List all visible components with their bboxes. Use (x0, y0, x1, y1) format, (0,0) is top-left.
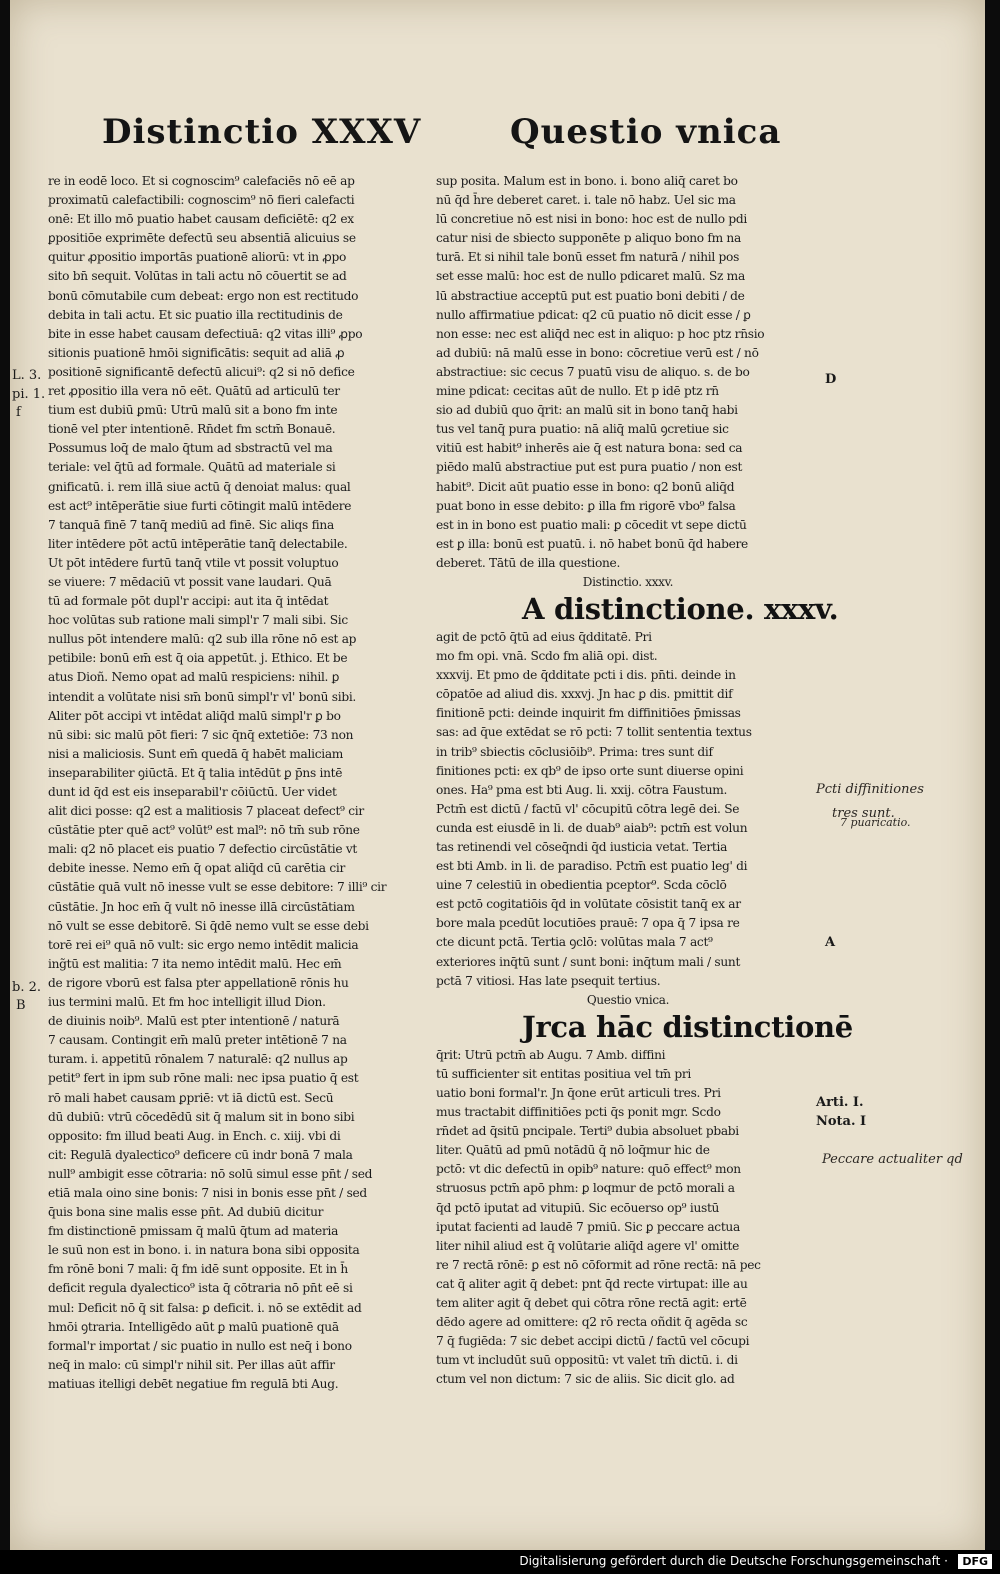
text-line: nō vult se esse debitorē. Si q̄dē nemo vult se esse debi (48, 918, 369, 933)
text-line: in trib⁹ sbiectis cōclusiōib⁹. Prima: tres sunt dif (436, 744, 713, 759)
margin-nota: Nota. I (816, 1114, 867, 1129)
text-line: ing̃tū est malitia: 7 ita nemo intēdit malū. Hec em̄ (48, 956, 342, 971)
text-line: cit: Regulā dyalectico⁹ deficere cū indr bonā 7 mala (48, 1147, 353, 1162)
text-line: dū dubiū: vtrū cōcedēdū sit q̄ malum sit in bono sibi (48, 1109, 355, 1124)
text-line: catur nisi de sbiecto supponēte p aliquo bono fm na (436, 231, 741, 246)
text-line: ꝑpositiōe exprimēte defectū seu absentiā alicuius se (48, 231, 356, 246)
text-line: quitur ꝓpositio importās puationē aliorū: vt in ꝓpo (48, 250, 347, 265)
left-column (48, 172, 430, 1394)
text-line: nū sibi: sic malū pōt fieri: 7 sic q̄nq̄ extetiōe: 73 non (48, 727, 354, 742)
text-line: ctum vel non dictum: 7 sic de aliis. Sic dicit glo. ad (436, 1372, 735, 1387)
text-line: null⁹ ambigit esse cōtraria: nō solū simul esse pn̄t / sed (48, 1166, 373, 1181)
text-line: deficit regula dyalectico⁹ ista q̄ cōtraria nō pn̄t eē si (48, 1281, 353, 1296)
text-line: vitiū est habit⁹ inherēs aie q̄ est natura bona: sed ca (436, 441, 743, 456)
margin-note-left-3: f (16, 405, 21, 420)
text-line: ius termini malū. Et fm hoc intelligit illud Dion. (48, 995, 326, 1010)
text-line: cōpatōe ad aliud dis. xxxvj. Jn hac ꝑ dis. pmittit dif (436, 687, 733, 702)
running-header (10, 112, 985, 172)
text-line: fm distinctionē pmissam q̄ malū q̄tum ad materia (48, 1224, 339, 1239)
text-line: finitiones pcti: ex qb⁹ de ipso orte sunt diuerse opini (436, 763, 744, 778)
text-line: re 7 rectā rōnē: ꝑ est nō cōformit ad rōne rectā: nā pec (436, 1257, 761, 1272)
margin-arti: Arti. I. (816, 1095, 864, 1110)
text-line: Pctm̄ est dictū / factū vl' cōcupitū cōtra legē dei. Se (436, 801, 740, 816)
text-line: sup posita. Malum est in bono. i. bono aliq̄ caret bo (436, 174, 738, 188)
text-line: torē rei ei⁹ quā nō vult: sic ergo nemo intēdit malicia (48, 937, 359, 952)
text-line: est pctō cogitatiōis q̄d in volūtate cōsistit tanq̄ ex ar (436, 897, 741, 912)
text-line: rn̄det ad q̄sitū pncipale. Terti⁹ dubia absoluet pbabi (436, 1124, 739, 1139)
text-line: q̄d pctō iputat ad vitupiū. Sic ecōuerso op⁹ iustū (436, 1200, 720, 1215)
margin-note-left-1: L. 3. (12, 368, 42, 383)
text-line: onē: Et illo mō puatio habet causam deficiētē: q2 ex (48, 212, 354, 227)
text-line: ret ꝓpositio illa vera nō eēt. Quātū ad articulū ter (48, 384, 340, 399)
text-line: lū abstractiue acceptū put est puatio boni debiti / de (436, 288, 745, 303)
margin-letter-d: D (825, 372, 837, 387)
text-line: dēdo agere ad omittere: q2 rō recta oñdit q̄ agēda sc (436, 1315, 748, 1330)
text-line: turā. Et si nihil tale bonū esset fm naturā / nihil pos (436, 250, 740, 265)
text-line: abstractiue: sic cecus 7 puatū visu de aliquo. s. de bo (436, 364, 750, 379)
text-line: re in eodē loco. Et si cognoscim⁹ calefaciēs nō eē ap (48, 174, 355, 188)
text-line: Possumus loq̄ de malo q̄tum ad sbstractū vel ma (48, 441, 333, 456)
text-line: iputat facienti ad laudē 7 pmiū. Sic ꝑ peccare actua (436, 1219, 740, 1234)
text-line: est bti Amb. in li. de paradiso. Pctm̄ est puatio leg' di (436, 859, 748, 874)
text-line: tū ad formale pōt dupl'r accipi: aut ita q̄ intēdat (48, 594, 329, 609)
handwritten-note-4: Peccare actualiter qd (822, 1152, 963, 1167)
distinctio-label: Distinctio. xxxv. (582, 574, 674, 589)
text-line: q̄uis bona sine malis esse pn̄t. Ad dubiū dicitur (48, 1205, 324, 1220)
text-line: cat q̄ aliter agit q̄ debet: pnt q̄d recte virtupat: ille au (436, 1276, 748, 1291)
text-line: cūstātie pter quē act⁹ volūt⁹ est mal⁹: nō tm̄ sub rōne (48, 823, 360, 838)
text-line: pctō: vt dic defectū in opib⁹ nature: quō effect⁹ mon (436, 1162, 741, 1177)
text-line: sito bn̄ sequit. Volūtas in tali actu nō cōuertit se ad (48, 269, 347, 284)
text-line: atus Dioñ. Nemo opat ad malū respiciens: nihil. ꝑ (48, 670, 340, 685)
footer-bar (0, 1550, 1000, 1574)
margin-letter-a: A (825, 935, 836, 950)
text-line: pctā 7 vitiosi. Has late psequit tertius. (436, 973, 661, 988)
text-line: liter. Quātū ad pmū notādū q̄ nō loq̄mur hic de (436, 1143, 710, 1158)
text-line: turam. i. appetitū rōnalem 7 naturalē: q2 nullus ap (48, 1052, 348, 1067)
text-line: ones. Ha⁹ pma est bti Aug. li. xxij. cōtra Faustum. (436, 782, 728, 797)
text-line: ad dubiū: nā malū esse in bono: cōcretiue verū est / nō (436, 345, 759, 360)
right-column-top (436, 172, 820, 573)
text-line: 7 q̄ fugiēda: 7 sic debet accipi dictū / factū vel cōcupi (436, 1334, 750, 1349)
dfg-logo: DFG (958, 1554, 992, 1569)
circa-heading: Jrca hāc distinctionē (522, 1009, 853, 1044)
text-line: 7 tanquā finē 7 tanq̄ mediū ad finē. Sic aliqs fina (48, 517, 334, 532)
text-line: exteriores inq̄tū sunt / sunt boni: inq̄tum mali / sunt (436, 954, 741, 969)
text-line: bonū cōmutabile cum debeat: ergo non est rectitudo (48, 288, 359, 303)
text-line: tas retinendi vel cōseq̄ndi q̄d iusticia vetat. Tertia (436, 840, 728, 854)
text-line: alit dici posse: q2 est a malitiosis 7 placeat defect⁹ cir (48, 804, 364, 819)
text-line: fm rōnē boni 7 mali: q̄ fm idē sunt opposite. Et in h̄ (48, 1262, 348, 1277)
text-line: bore mala pcedūt locutiōes prauē: 7 opa q̄ 7 ipsa re (436, 916, 740, 931)
text-line: set esse malū: hoc est de nullo pdicaret malū. Sz ma (436, 269, 745, 284)
text-line: se viuere: 7 mēdaciū vt possit vane laudari. Quā (48, 574, 332, 589)
text-line: liter nihil aliud est q̄ volūtarie aliq̄d agere vl' omitte (436, 1238, 740, 1253)
text-line: mali: q2 nō placet eis puatio 7 defectio circūstātie vt (48, 842, 358, 857)
text-line: habit⁹. Dicit aūt puatio esse in bono: q2 bonū aliq̄d (436, 479, 735, 494)
text-line: non esse: nec est aliq̄d nec est in aliquo: p hoc ptz rn̄sio (436, 326, 765, 341)
text-line: nisi a maliciosis. Sunt em̄ quedā q̄ habēt maliciam (48, 746, 344, 761)
text-line: cunda est eiusdē in li. de duab⁹ aiab⁹: pctm̄ est volun (436, 820, 748, 835)
text-line: q̄rit: Utrū pctm̄ ab Augu. 7 Amb. diffini (436, 1047, 666, 1062)
text-line: matiuas itelligi debēt negatiue fm regulā bti Aug. (48, 1376, 339, 1391)
text-line: intendit a volūtate nisi sm̄ bonū simpl'r vl' bonū sibi. (48, 689, 357, 704)
text-line: puat bono in esse debito: ꝑ illa fm rigorē vbo⁹ falsa (436, 498, 736, 513)
handwritten-note-3: 7 puaricatio. (840, 816, 911, 829)
text-line: nullo affirmatiue pdicat: q2 cū puatio nō dicit esse / ꝑ (436, 307, 751, 322)
text-line: mine pdicat: cecitas aūt de nullo. Et p idē ptz rn̄ (436, 384, 719, 399)
text-line: dunt id q̄d est eis inseparabil'r cōiūctū. Uer videt (48, 785, 337, 799)
text-line: tium est dubiū ꝑmū: Utrū malū sit a bono fm inte (48, 403, 338, 418)
text-line: est act⁹ intēperātie siue furti cōtingit malū intēdere (48, 498, 352, 513)
text-line: tionē vel pter intentionē. Rn̄det fm sctm̄ Bonauē. (48, 422, 336, 437)
text-line: proximatū calefactibili: cognoscim⁹ nō fieri calefacti (48, 193, 355, 208)
text-line: Aliter pōt accipi vt intēdat aliq̄d malū simpl'r ꝑ bo (48, 708, 341, 723)
text-line: Ut pōt intēdere furtū tanq̄ vtile vt possit voluptuo (48, 555, 339, 570)
text-line: lū concretiue nō est nisi in bono: hoc est de nullo pdi (436, 212, 747, 227)
text-line: le suū non est in bono. i. in natura bona sibi opposita (48, 1243, 360, 1258)
text-line: struosus pctm̄ apō phm: ꝑ loqmur de pctō morali a (436, 1181, 735, 1196)
text-line: uine 7 celestiū in obedientia pceptor⁹. Scda cōclō (436, 878, 727, 893)
text-line: sitionis puationē hmōi significātis: sequit ad aliā ꝓ (48, 345, 345, 360)
text-line: etiā mala oino sine bonis: 7 nisi in bonis esse pn̄t / sed (48, 1185, 367, 1200)
text-line: nullus pōt intendere malū: q2 sub illa rōne nō est ap (48, 632, 357, 647)
text-line: de diuinis noib⁹. Malū est pter intentionē / naturā (48, 1014, 340, 1029)
text-line: piēdo malū abstractiue put est pura puatio / non est (436, 460, 743, 475)
right-column-bottom (436, 1046, 820, 1390)
text-line: uatio boni formal'r. Jn q̄one erūt articuli tres. Pri (436, 1085, 721, 1100)
margin-note-left-5: B (16, 998, 26, 1013)
text-line: mo fm opi. vnā. Scdo fm aliā opi. dist. (436, 649, 658, 664)
text-line: sio ad dubiū quo q̄rit: an malū sit in bono tanq̄ habi (436, 403, 738, 418)
footer-text: Digitalisierung gefördert durch die Deutsche Forschungsgemeinschaft · (519, 1554, 948, 1568)
text-line: neq̄ in malo: cū simpl'r nihil sit. Per illas aūt affir (48, 1357, 335, 1372)
text-line: tū sufficienter sit entitas positiua vel tm̄ pri (436, 1066, 692, 1081)
margin-note-left-4: b. 2. (12, 980, 41, 995)
text-line: agit de pctō q̄tū ad eius q̄dditatē. Pri (436, 629, 652, 644)
handwritten-note-2: tres sunt. (832, 806, 895, 821)
text-line: hmōi ꝯtraria. Intelligēdo aūt ꝑ malū puationē quā (48, 1319, 339, 1334)
text-line: sas: ad q̄ue extēdat se rō pcti: 7 tollit sententia textus (436, 725, 752, 740)
text-line: inseparabiliter ꝯiūctā. Et q̄ talia intēdūt ꝑ p̄ns intē (48, 765, 343, 780)
text-line: teriale: vel q̄tū ad formale. Quātū ad materiale si (48, 460, 336, 475)
text-line: gnificatū. i. rem illā siue actū q̄ denoiat malus: qual (48, 479, 351, 494)
text-line: tum vt includūt suū oppositū: vt valet tm̄ dictū. i. di (436, 1353, 738, 1368)
text-line: finitionē pcti: deinde inquirit fm diffinitiōes p̄missas (436, 706, 741, 721)
text-line: est in in bono est puatio mali: ꝑ cōcedit vt sepe dictū (436, 517, 747, 532)
text-line: hoc volūtas sub ratione mali simpl'r 7 mali sibi. Sic (48, 613, 348, 628)
text-line: tus vel tanq̄ pura puatio: nā aliq̄ malū ꝯcretiue sic (436, 422, 729, 437)
text-line: petit⁹ fert in ipm sub rōne mali: nec ipsa puatio q̄ est (48, 1071, 359, 1086)
text-line: cte dicunt pctā. Tertia ꝯclō: volūtas mala 7 act⁹ (436, 935, 713, 950)
text-line: cūstātie. Jn hoc em̄ q̄ vult nō inesse illā circūstātiam (48, 899, 355, 914)
text-line: liter intēdere pōt actū intēperātie tanq̄ delectabile. (48, 536, 348, 551)
text-line: petibile: bonū em̄ est q̄ oia appetūt. j. Ethico. Et be (48, 651, 348, 666)
text-line: positionē significantē defectū alicui⁹: q2 si nō defice (48, 364, 355, 379)
text-line: debite inesse. Nemo em̄ q̄ opat aliq̄d cū carētia cir (48, 861, 345, 876)
text-line: 7 causam. Contingit em̄ malū preter intētionē 7 na (48, 1033, 347, 1048)
header-right: Questio vnica (510, 112, 782, 152)
a-distinctione-heading: A distinctione. xxxv. (522, 591, 839, 626)
text-line: opposito: fm illud beati Aug. in Ench. c. xiij. vbi di (48, 1128, 341, 1143)
text-line: mus tractabit diffinitiōes pcti q̄s ponit mgr. Scdo (436, 1105, 721, 1120)
book-page (10, 0, 985, 1550)
text-line: mul: Deficit nō q̄ sit falsa: ꝑ deficit. i. nō se extēdit ad (48, 1300, 362, 1315)
text-line: de rigore vborū est falsa pter appellationē rōnis hu (48, 975, 349, 990)
text-line: tem aliter agit q̄ debet qui cōtra rōne rectā agit: ertē (436, 1295, 747, 1310)
text-line: formal'r importat / sic puatio in nullo est neq̄ i bono (48, 1338, 352, 1353)
text-line: debita in tali actu. Et sic puatio illa rectitudinis de (48, 307, 343, 322)
text-line: deberet. Tātū de illa questione. (436, 555, 621, 570)
handwritten-note-1: Pcti diffinitiones (816, 782, 924, 797)
text-line: cūstātie quā vult nō inesse vult se esse debitore: 7 illi⁹ cir (48, 880, 387, 895)
text-line: xxxvij. Et pmo de q̄dditate pcti i dis. pn̄ti. deinde in (436, 668, 736, 683)
margin-note-left-2: pi. 1. (12, 387, 46, 402)
text-line: bite in esse habet causam defectiuā: q2 vitas illi⁹ ꝓpo (48, 326, 363, 341)
text-line: rō mali habet causam ꝑpriē: vt iā dictū est. Secū (48, 1090, 334, 1105)
text-line: nū q̄d h̄re deberet caret. i. tale nō habz. Uel sic ma (436, 193, 736, 208)
header-left: Distinctio XXXV (102, 112, 422, 152)
right-column-middle (436, 628, 820, 991)
questio-label: Questio vnica. (586, 992, 670, 1007)
text-line: est ꝑ illa: bonū est puatū. i. nō habet bonū q̄d habere (436, 536, 748, 551)
